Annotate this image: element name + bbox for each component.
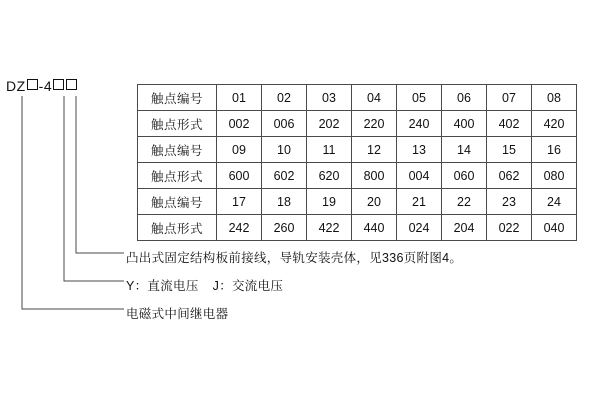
table-cell: 006 [262, 111, 307, 137]
table-cell: 620 [307, 163, 352, 189]
model-code-label [6, 78, 78, 94]
table-row [138, 163, 577, 189]
table-row [138, 137, 577, 163]
table-cell: 16 [532, 137, 577, 163]
table-cell: 07 [487, 85, 532, 111]
table-cell: 01 [217, 85, 262, 111]
table-cell: 24 [532, 189, 577, 215]
row-header: 触点编号 [138, 85, 217, 111]
table-cell: 260 [262, 215, 307, 241]
table-row [138, 111, 577, 137]
table-cell: 15 [487, 137, 532, 163]
table-cell: 800 [352, 163, 397, 189]
table-cell: 08 [532, 85, 577, 111]
model-code-box-1 [27, 79, 38, 90]
table-cell: 602 [262, 163, 307, 189]
contact-spec-table [137, 84, 577, 241]
table-cell: 080 [532, 163, 577, 189]
table-row [138, 189, 577, 215]
row-header: 触点形式 [138, 215, 217, 241]
note-relay-type: 电磁式中间继电器 [126, 307, 229, 321]
table-cell: 400 [442, 111, 487, 137]
row-header: 触点编号 [138, 137, 217, 163]
row-header: 触点形式 [138, 163, 217, 189]
table-cell: 002 [217, 111, 262, 137]
table-cell: 13 [397, 137, 442, 163]
table-cell: 06 [442, 85, 487, 111]
note-voltage-dc: Y：直流电压 [126, 279, 199, 293]
table-cell: 202 [307, 111, 352, 137]
table-cell: 12 [352, 137, 397, 163]
table-cell: 204 [442, 215, 487, 241]
table-row [138, 215, 577, 241]
contact-spec-table-wrap [137, 84, 577, 241]
table-cell: 20 [352, 189, 397, 215]
table-cell: 02 [262, 85, 307, 111]
table-cell: 060 [442, 163, 487, 189]
row-header: 触点形式 [138, 111, 217, 137]
table-cell: 18 [262, 189, 307, 215]
table-cell: 03 [307, 85, 352, 111]
table-cell: 19 [307, 189, 352, 215]
table-cell: 242 [217, 215, 262, 241]
table-cell: 04 [352, 85, 397, 111]
table-cell: 11 [307, 137, 352, 163]
model-code-box-2 [53, 79, 64, 90]
note-voltage-type [126, 276, 283, 294]
table-cell: 024 [397, 215, 442, 241]
table-cell: 21 [397, 189, 442, 215]
table-cell: 420 [532, 111, 577, 137]
note-voltage-ac: J：交流电压 [212, 279, 284, 293]
table-cell: 240 [397, 111, 442, 137]
table-cell: 17 [217, 189, 262, 215]
table-cell: 600 [217, 163, 262, 189]
table-cell: 004 [397, 163, 442, 189]
table-cell: 402 [487, 111, 532, 137]
table-cell: 040 [532, 215, 577, 241]
table-cell: 09 [217, 137, 262, 163]
table-cell: 10 [262, 137, 307, 163]
model-code-prefix: DZ [6, 78, 26, 94]
table-row [138, 85, 577, 111]
table-cell: 062 [487, 163, 532, 189]
row-header: 触点编号 [138, 189, 217, 215]
table-cell: 422 [307, 215, 352, 241]
table-cell: 23 [487, 189, 532, 215]
table-cell: 05 [397, 85, 442, 111]
model-code-box-3 [66, 79, 77, 90]
model-code-middle: -4 [38, 78, 53, 94]
table-cell: 440 [352, 215, 397, 241]
note-structure: 凸出式固定结构板前接线，导轨安装壳体，见336页附图4。 [126, 251, 463, 265]
table-cell: 022 [487, 215, 532, 241]
table-cell: 22 [442, 189, 487, 215]
table-cell: 14 [442, 137, 487, 163]
table-cell: 220 [352, 111, 397, 137]
